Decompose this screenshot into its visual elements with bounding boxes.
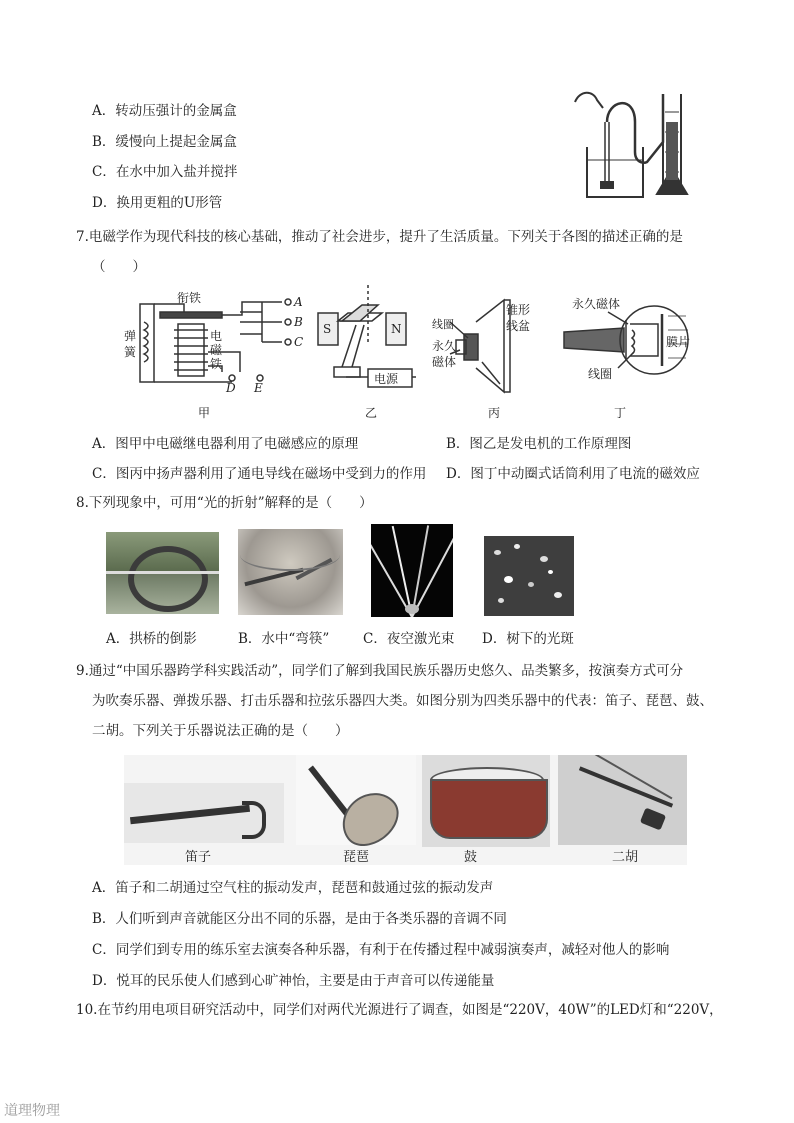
instrument-label-pipa: 琵琶 bbox=[343, 850, 370, 865]
mic-label-coil: 线圈 bbox=[588, 367, 613, 381]
speaker-label-coil: 线圈 bbox=[432, 318, 454, 331]
q8-option-b: B．水中“弯筷” bbox=[238, 631, 330, 647]
pressure-gauge-figure bbox=[565, 82, 715, 202]
q10-stem: 10.在节约用电项目研究活动中，同学们对两代光源进行了调查，如图是“220V，40W”的LED灯和“220V， bbox=[76, 1002, 723, 1018]
q6-option-d: D．换用更粗的U形管 bbox=[92, 195, 223, 211]
photo-light-spots bbox=[484, 536, 574, 616]
q8-option-d: D．树下的光斑 bbox=[482, 631, 574, 647]
q7-option-a: A．图甲中电磁继电器利用了电磁感应的原理 bbox=[92, 436, 359, 452]
flute-body bbox=[130, 805, 250, 825]
mic-label-magnet: 永久磁体 bbox=[572, 297, 621, 311]
q7-option-d: D．图丁中动圈式话筒利用了电流的磁效应 bbox=[446, 466, 700, 482]
q9-option-a: A．笛子和二胡通过空气柱的振动发声，琵琶和鼓通过弦的振动发声 bbox=[92, 880, 494, 896]
fig-relay bbox=[122, 282, 307, 392]
q9-stem-line-1: 9.通过“中国乐器跨学科实践活动”，同学们了解到我国民族乐器历史悠久、品类繁多，按演奏方式可分 bbox=[76, 663, 684, 679]
q8-option-c: C．夜空激光束 bbox=[363, 631, 455, 647]
fig-speaker bbox=[430, 292, 530, 398]
speaker-label-cone-1: 锥形 bbox=[506, 303, 530, 317]
motor-label-n: N bbox=[391, 322, 402, 336]
speaker-label-magnet-1: 永久 bbox=[432, 339, 457, 353]
q6-option-c: C．在水中加入盐并搅拌 bbox=[92, 164, 238, 180]
fig-motor-caption: 乙 bbox=[365, 406, 378, 420]
q7-option-c: C．图丙中扬声器利用了通电导线在磁场中受到力的作用 bbox=[92, 466, 427, 482]
relay-label-spring-2: 簧 bbox=[124, 345, 137, 359]
relay-label-b: B bbox=[294, 315, 303, 329]
q9-stem-line-3: 二胡。下列关于乐器说法正确的是（ ） bbox=[92, 723, 349, 739]
q9-option-b: B．人们听到声音就能区分出不同的乐器，是由于各类乐器的音调不同 bbox=[92, 911, 507, 927]
instrument-label-dizi: 笛子 bbox=[185, 850, 212, 865]
mic-label-diaphragm: 膜片 bbox=[666, 335, 691, 349]
q9-option-d: D．悦耳的民乐使人们感到心旷神怡，主要是由于声音可以传递能量 bbox=[92, 973, 495, 989]
pipa-neck bbox=[308, 766, 350, 817]
q9-option-c: C．同学们到专用的练乐室去演奏各种乐器，有利于在传播过程中减弱演奏声，减轻对他人的影响 bbox=[92, 942, 670, 958]
photo-bridge-reflection bbox=[106, 532, 219, 614]
q7-option-b: B．图乙是发电机的工作原理图 bbox=[446, 436, 632, 452]
fig-relay-caption: 甲 bbox=[198, 406, 211, 420]
instrument-label-erhu: 二胡 bbox=[612, 850, 639, 865]
speaker-label-cone-2: 线盆 bbox=[506, 319, 530, 333]
relay-label-em-3: 铁 bbox=[210, 357, 223, 371]
q8-stem: 8.下列现象中，可用“光的折射”解释的是（ ） bbox=[76, 495, 373, 511]
motor-label-power: 电源 bbox=[374, 372, 399, 386]
flute-panel bbox=[124, 783, 284, 843]
q9-stem-line-2: 为吹奏乐器、弹拨乐器、打击乐器和拉弦乐器四大类。如图分别为四类乐器中的代表：笛子、琵琶、鼓、 bbox=[92, 693, 713, 709]
photo-laser-beams bbox=[371, 524, 453, 617]
motor-label-s: S bbox=[323, 322, 332, 336]
erhu-resonator bbox=[640, 807, 666, 830]
q7-stem: 7.电磁学作为现代科技的核心基础，推动了社会进步，提升了生活质量。下列关于各图的描述正确的是 bbox=[76, 229, 683, 245]
relay-label-em-2: 磁 bbox=[210, 343, 223, 357]
watermark: 道理物理 bbox=[4, 1103, 60, 1119]
instrument-label-gu: 鼓 bbox=[464, 850, 478, 865]
relay-label-armature: 衔铁 bbox=[177, 291, 202, 305]
fig-speaker-caption: 丙 bbox=[488, 406, 501, 420]
q8-option-a: A．拱桥的倒影 bbox=[106, 631, 197, 647]
speaker-label-magnet-2: 磁体 bbox=[432, 355, 457, 369]
relay-label-c: C bbox=[294, 335, 304, 349]
q6-option-b: B．缓慢向上提起金属盒 bbox=[92, 134, 237, 150]
q6-option-a: A．转动压强计的金属盒 bbox=[92, 103, 237, 119]
drum-body bbox=[430, 779, 548, 839]
relay-label-em-1: 电 bbox=[210, 329, 223, 343]
pipa-panel bbox=[296, 755, 416, 845]
relay-label-e: E bbox=[254, 381, 263, 392]
relay-label-spring-1: 弹 bbox=[124, 329, 137, 343]
fig-microphone bbox=[558, 290, 698, 390]
relay-label-d: D bbox=[226, 381, 236, 392]
fig-microphone-caption: 丁 bbox=[614, 406, 627, 420]
flute-tassel bbox=[242, 801, 266, 839]
relay-label-a: A bbox=[294, 295, 303, 309]
photo-bent-chopsticks bbox=[238, 529, 343, 615]
q7-paren: （ ） bbox=[92, 259, 146, 275]
drum-panel bbox=[422, 755, 550, 847]
fig-motor bbox=[312, 285, 422, 395]
erhu-panel bbox=[558, 755, 687, 845]
